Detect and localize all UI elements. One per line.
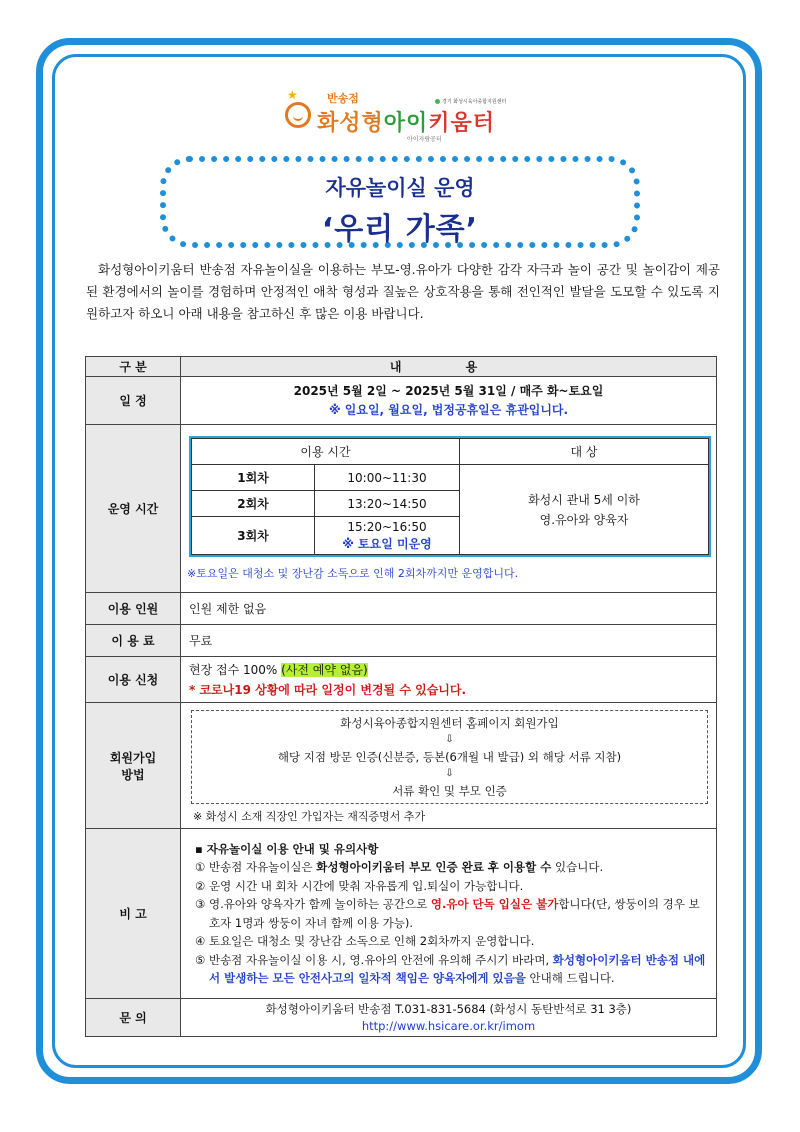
remarks-label: 비 고 — [86, 829, 181, 999]
title-box — [160, 156, 640, 248]
capacity-value: 인원 제한 없음 — [181, 593, 717, 625]
session-name: 1회차 — [192, 465, 315, 491]
remark-text: ① 반송점 자유놀이실은 — [195, 860, 317, 874]
table-header-row — [86, 357, 717, 377]
remarks-cell — [181, 829, 717, 999]
hours-row — [86, 425, 717, 593]
remark-item: ② 운영 시간 내 회차 시간에 맞춰 자유롭게 입.퇴실이 가능합니다. — [195, 878, 524, 893]
apply-row — [86, 657, 717, 703]
remark-text: 안내해 드립니다. — [525, 971, 615, 985]
contact-row — [86, 999, 717, 1037]
remarks-list — [195, 840, 706, 988]
membership-step1: 화성시육아종합지원센터 홈페이지 회원가입 — [340, 715, 559, 730]
remark-blue: 화성형아이키움터 반송점 내에서 발생하는 모든 안전사고의 일차적 책임은 양육자에게 있음을 — [209, 952, 706, 985]
logo-branch: 반송점 — [327, 92, 359, 105]
remark-item — [195, 858, 706, 877]
fee-label: 이 용 료 — [86, 625, 181, 657]
logo-name-1: 화성형 — [317, 111, 384, 136]
membership-steps — [191, 710, 708, 804]
col-target: 대 상 — [460, 439, 709, 465]
down-arrow-icon: ⇩ — [445, 767, 454, 779]
contact-label: 문 의 — [86, 999, 181, 1037]
membership-cell — [181, 703, 717, 829]
logo-org — [435, 98, 506, 105]
session-name: 2회차 — [192, 491, 315, 517]
title-line1: 자유놀이실 운영 — [325, 176, 475, 200]
fee-row — [86, 625, 717, 657]
sessions-header — [192, 439, 709, 465]
logo — [285, 90, 525, 146]
session-note: ※ 토요일 미운영 — [342, 536, 432, 551]
remark-bold: 화성형아이키움터 부모 인증 완료 후 이용할 수 — [316, 860, 552, 874]
remark-text: 있습니다. — [551, 860, 604, 874]
remark-text: ③ 영.유아와 양육자가 함께 놀이하는 공간으로 — [195, 897, 431, 911]
col-time: 이용 시간 — [192, 439, 460, 465]
apply-highlight: (사전 예약 없음) — [281, 662, 368, 677]
remark-item: ④ 토요일은 대청소 및 장난감 소독으로 인해 2회차까지 운영합니다. — [195, 934, 535, 948]
schedule-closed-note: ※ 일요일, 월요일, 법정공휴일은 휴관입니다. — [328, 402, 569, 417]
remark-item — [195, 895, 706, 932]
info-table — [85, 356, 717, 1037]
membership-step3: 서류 확인 및 부모 인증 — [392, 783, 507, 798]
membership-label-1: 회원가입 — [109, 750, 157, 765]
star-icon: ★ — [287, 88, 298, 102]
logo-name-2: 아이 — [383, 111, 429, 136]
contact-line1: 화성형아이키움터 반송점 T.031-831-5684 (화성시 동탄반석로 31 3층) — [265, 1001, 632, 1016]
down-arrow-icon: ⇩ — [445, 733, 454, 745]
sessions-table — [191, 438, 709, 555]
membership-row — [86, 703, 717, 829]
apply-cell — [181, 657, 717, 703]
logo-name-3: 키움터 — [428, 111, 496, 136]
hours-cell — [181, 425, 717, 593]
session-name: 3회차 — [192, 517, 315, 555]
header-col1: 구 분 — [86, 357, 181, 377]
intro-paragraph: 화성형아이키움터 반송점 자유놀이실을 이용하는 부모-영.유아가 다양한 감각 자극과 놀이 공간 및 놀이감이 제공된 환경에서의 놀이를 경험하며 안정적인 애착 형성과 질높은 상호작용을 통해 전인적인 발달을 도모할 수 있도록 지원하고자 하오니 아래 내용을 참고하신 후 많은 이용 바랍니다. — [86, 262, 720, 321]
session-time: 15:20~16:50 — [347, 519, 427, 534]
membership-note: ※ 화성시 소재 직장인 가입자는 재직증명서 추가 — [193, 809, 426, 823]
target-line1: 화성시 관내 5세 이하 — [528, 492, 640, 507]
remark-text: ⑤ 반송점 자유놀이실 이용 시, 영.유아의 안전에 유의해 주시기 바라며, — [195, 952, 553, 967]
session-time: 13:20~14:50 — [315, 491, 460, 517]
target-line2: 영.유아와 양육자 — [539, 512, 629, 527]
header-col2: 내 용 — [181, 357, 717, 377]
logo-tagline: 아이자람공터 — [407, 136, 442, 143]
remark-item — [195, 951, 706, 988]
remarks-heading: ▪ 자유놀이실 이용 안내 및 유의사항 — [195, 841, 379, 856]
fee-value: 무료 — [181, 625, 717, 657]
remarks-row — [86, 829, 717, 999]
remark-text: 합니다(단, 쌍둥이의 경우 보호자 1명과 쌍둥이 자녀 함께 이용 가능). — [209, 897, 700, 930]
schedule-period: 2025년 5월 2일 ~ 2025년 5월 31일 / 매주 화~토요일 — [293, 383, 604, 398]
covid-note: * 코로나19 상황에 따라 일정이 변경될 수 있습니다. — [189, 682, 467, 697]
remark-red: 영.유아 단독 입실은 불가 — [430, 897, 559, 911]
session-time: 10:00~11:30 — [315, 465, 460, 491]
schedule-label: 일 정 — [86, 377, 181, 425]
membership-label — [86, 703, 181, 829]
schedule-row — [86, 377, 717, 425]
logo-org-text: 경기 화성시육아종합지원센터 — [442, 99, 507, 105]
smile-logo-icon — [285, 102, 311, 128]
capacity-label: 이용 인원 — [86, 593, 181, 625]
schedule-cell — [181, 377, 717, 425]
capacity-row — [86, 593, 717, 625]
contact-cell — [181, 999, 717, 1037]
membership-label-2: 방법 — [121, 767, 145, 782]
org-dot-icon — [435, 99, 440, 104]
membership-step2: 해당 지점 방문 인증(신분증, 등본(6개월 내 발급) 외 해당 서류 지참) — [277, 749, 622, 764]
apply-label: 이용 신청 — [86, 657, 181, 703]
target-cell — [460, 465, 709, 555]
contact-url-link[interactable]: http://www.hsicare.or.kr/imom — [361, 1018, 536, 1033]
logo-name — [317, 106, 495, 137]
session-row — [192, 465, 709, 491]
title-line2: ‘우리 가족’ — [321, 212, 479, 247]
session-time-cell — [315, 517, 460, 555]
hours-label: 운영 시간 — [86, 425, 181, 593]
apply-value — [189, 660, 708, 680]
apply-value-prefix: 현장 접수 100% — [189, 662, 282, 677]
saturday-note: ※토요일은 대청소 및 장난감 소독으로 인해 2회차까지만 운영합니다. — [187, 567, 519, 580]
